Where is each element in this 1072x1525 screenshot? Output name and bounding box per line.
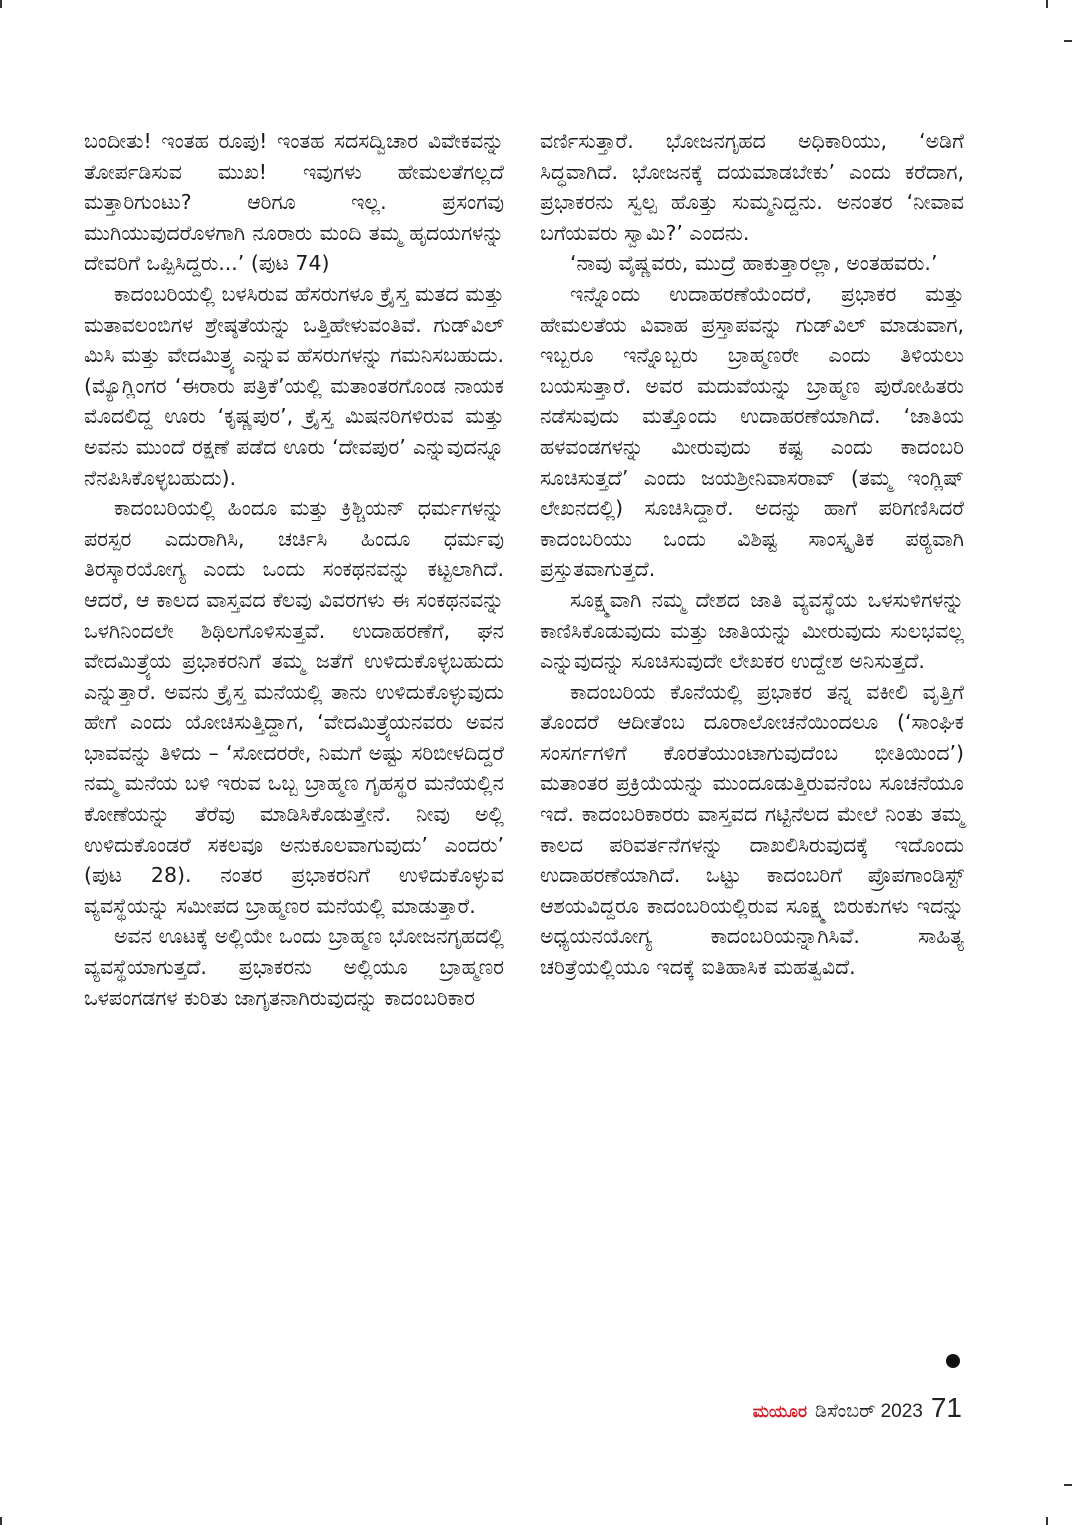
paragraph: ಕಾದಂಬರಿಯ ಕೊನೆಯಲ್ಲಿ ಪ್ರಭಾಕರ ತನ್ನ ವಕೀಲಿ ವೃತ್ತಿಗೆ ತೊಂದರೆ ಆದೀತೆಂಬ ದೂರಾಲೋಚನೆಯಿಂದಲೂ (‘ಸಾಂಘಿಕ ಸಂಸರ್ಗಗಳಿಗೆ ಕೊರತೆಯುಂಟಾಗುವುದೆಂಬ ಭೀತಿಯಿಂದ’) ಮತಾಂತರ ಪ್ರಕ್ರಿಯೆಯನ್ನು ಮುಂದೂಡುತ್ತಿರುವನೆಂಬ ಸೂಚನೆಯೂ ಇದೆ. ಕಾದಂಬರಿಕಾರರು ವಾಸ್ತವದ ಗಟ್ಟಿನೆಲದ ಮೇಲೆ ನಿಂತು ತಮ್ಮ ಕಾಲದ ಪರಿವರ್ತನೆಗಳನ್ನು ದಾಖಲಿಸಿರುವುದಕ್ಕೆ ಇದೊಂದು ಉದಾಹರಣೆಯಾಗಿದೆ. ಒಟ್ಟು ಕಾದಂಬರಿಗೆ ಪ್ರೊಪಗಾಂಡಿಸ್ಟ್ ಆಶಯವಿದ್ದರೂ ಕಾದಂಬರಿಯಲ್ಲಿರುವ ಸೂಕ್ಷ್ಮ ಬಿರುಕುಗಳು ಇದನ್ನು ಅಧ್ಯಯನಯೋಗ್ಯ ಕಾದಂಬರಿಯನ್ನಾಗಿಸಿವೆ. ಸಾಹಿತ್ಯ ಚರಿತ್ರೆಯಲ್ಲಿಯೂ ಇದಕ್ಕೆ ಐತಿಹಾಸಿಕ ಮಹತ್ವವಿದೆ.: [540, 679, 964, 980]
paragraph: ವರ್ಣಿಸುತ್ತಾರೆ. ಭೋಜನಗೃಹದ ಅಧಿಕಾರಿಯು, ‘ಅಡಿಗೆ ಸಿದ್ಧವಾಗಿದೆ. ಭೋಜನಕ್ಕೆ ದಯಮಾಡಬೇಕು’ ಎಂದು ಕರೆದಾಗ, ಪ್ರಭಾಕರನು ಸ್ವಲ್ಪ ಹೊತ್ತು ಸುಮ್ಮನಿದ್ದನು. ಅನಂತರ ‘ನೀವಾವ ಬಗೆಯವರು ಸ್ವಾಮಿ?’ ಎಂದನು.: [540, 129, 964, 245]
crop-mark-top-right: [1046, 0, 1048, 8]
paragraph: ಕಾದಂಬರಿಯಲ್ಲಿ ಹಿಂದೂ ಮತ್ತು ಕ್ರಿಶ್ಚಿಯನ್ ಧರ್ಮಗಳನ್ನು ಪರಸ್ಪರ ಎದುರಾಗಿಸಿ, ಚರ್ಚಿಸಿ ಹಿಂದೂ ಧರ್ಮವು ತಿರಸ್ಕಾರಯೋಗ್ಯ ಎಂದು ಒಂದು ಸಂಕಥನವನ್ನು ಕಟ್ಟಲಾಗಿದೆ. ಆದರೆ, ಆ ಕಾಲದ ವಾಸ್ತವದ ಕೆಲವು ವಿವರಗಳು ಈ ಸಂಕಥನವನ್ನು ಒಳಗಿನಿಂದಲೇ ಶಿಥಿಲಗೊಳಿಸುತ್ತವೆ. ಉದಾಹರಣೆಗೆ, ಘನ ವೇದಮಿತ್ರ್ಯೆಯ ಪ್ರಭಾಕರನಿಗೆ ತಮ್ಮ ಜತೆಗೆ ಉಳಿದುಕೊಳ್ಳಬಹುದು ಎನ್ನುತ್ತಾರೆ. ಅವನು ಕ್ರೈಸ್ತ ಮನೆಯಲ್ಲಿ ತಾನು ಉಳಿದುಕೊಳ್ಳುವುದು ಹೇಗೆ ಎಂದು ಯೋಚಿಸುತ್ತಿದ್ದಾಗ, ‘ವೇದಮಿತ್ರ್ಯೆಯನವರು ಅವನ ಭಾವವನ್ನು ತಿಳಿದು – ‘ಸೋದರರೇ, ನಿಮಗೆ ಅಷ್ಟು ಸರಿಬೀಳದಿದ್ದರೆ ನಮ್ಮ ಮನೆಯ ಬಳಿ ಇರುವ ಒಬ್ಬ ಬ್ರಾಹ್ಮಣ ಗೃಹಸ್ಥರ ಮನೆಯಲ್ಲಿನ ಕೋಣೆಯನ್ನು ತೆರೆವು ಮಾಡಿಸಿಕೊಡುತ್ತೇನೆ. ನೀವು ಅಲ್ಲಿ ಉಳಿದುಕೊಂಡರೆ ಸಕಲವೂ ಅನುಕೂಲವಾಗುವುದು’ ಎಂದರು’ (ಪುಟ 28). ನಂತರ ಪ್ರಭಾಕರನಿಗೆ ಉಳಿದುಕೊಳ್ಳುವ ವ್ಯವಸ್ಥೆಯನ್ನು ಸಮೀಪದ ಬ್ರಾಹ್ಮಣರ ಮನೆಯಲ್ಲಿ ಮಾಡುತ್ತಾರೆ.: [84, 496, 504, 918]
left-column: [84, 126, 504, 1013]
article-end-bullet-icon: [946, 1354, 960, 1368]
paragraph: ಸೂಕ್ಷ್ಮವಾಗಿ ನಮ್ಮ ದೇಶದ ಜಾತಿ ವ್ಯವಸ್ಥೆಯ ಒಳಸುಳಿಗಳನ್ನು ಕಾಣಿಸಿಕೊಡುವುದು ಮತ್ತು ಜಾತಿಯನ್ನು ಮೀರುವುದು ಸುಲಭವಲ್ಲ ಎನ್ನುವುದನ್ನು ಸೂಚಿಸುವುದೇ ಲೇಖಕರ ಉದ್ದೇಶ ಅನಿಸುತ್ತದೆ.: [540, 587, 964, 674]
crop-mark-right-upper: [1064, 40, 1072, 42]
crop-mark-bottom-left: [0, 1517, 2, 1525]
crop-mark-right-lower: [1064, 1484, 1072, 1486]
page-footer: [753, 1392, 962, 1424]
paragraph: ಇನ್ನೊಂದು ಉದಾಹರಣೆಯೆಂದರೆ, ಪ್ರಭಾಕರ ಮತ್ತು ಹೇಮಲತೆಯ ವಿವಾಹ ಪ್ರಸ್ತಾಪವನ್ನು ಗುಡ್‌ವಿಲ್ ಮಾಡುವಾಗ, ಇಬ್ಬರೂ ಇನ್ನೊಬ್ಬರು ಬ್ರಾಹ್ಮಣರೇ ಎಂದು ತಿಳಿಯಲು ಬಯಸುತ್ತಾರೆ. ಅವರ ಮದುವೆಯನ್ನು ಬ್ರಾಹ್ಮಣ ಪುರೋಹಿತರು ನಡೆಸುವುದು ಮತ್ತೊಂದು ಉದಾಹರಣೆಯಾಗಿದೆ. ‘ಜಾತಿಯ ಹಳವಂಡಗಳನ್ನು ಮೀರುವುದು ಕಷ್ಟ ಎಂದು ಕಾದಂಬರಿ ಸೂಚಿಸುತ್ತದೆ’ ಎಂದು ಜಯಶ್ರೀನಿವಾಸರಾವ್ (ತಮ್ಮ ಇಂಗ್ಲಿಷ್ ಲೇಖನದಲ್ಲಿ) ಸೂಚಿಸಿದ್ದಾರೆ. ಅದನ್ನು ಹಾಗೆ ಪರಿಗಣಿಸಿದರೆ ಕಾದಂಬರಿಯು ಒಂದು ವಿಶಿಷ್ಟ ಸಾಂಸ್ಕೃತಿಕ ಪಠ್ಯವಾಗಿ ಪ್ರಸ್ತುತವಾಗುತ್ತದೆ.: [540, 281, 964, 582]
paragraph: ‘ನಾವು ವೈಷ್ಣವರು, ಮುದ್ರೆ ಹಾಕುತ್ತಾರಲ್ಲಾ, ಅಂತಹವರು.’: [570, 251, 938, 276]
right-column: [540, 126, 964, 983]
paragraph: ಬಂದೀತು! ಇಂತಹ ರೂಪು! ಇಂತಹ ಸದಸದ್ವಿಚಾರ ವಿವೇಕವನ್ನು ತೋರ್ಪಡಿಸುವ ಮುಖ! ಇವುಗಳು ಹೇಮಲತೆಗಲ್ಲದೆ ಮತ್ತಾರಿಗುಂಟು? ಆರಿಗೂ ಇಲ್ಲ. ಪ್ರಸಂಗವು ಮುಗಿಯುವುದರೊಳಗಾಗಿ ನೂರಾರು ಮಂದಿ ತಮ್ಮ ಹೃದಯಗಳನ್ನು ದೇವರಿಗೆ ಒಪ್ಪಿಸಿದ್ದರು...’ (ಪುಟ 74): [84, 129, 504, 276]
paragraph: ಕಾದಂಬರಿಯಲ್ಲಿ ಬಳಸಿರುವ ಹೆಸರುಗಳೂ ಕ್ರೈಸ್ತ ಮತದ ಮತ್ತು ಮತಾವಲಂಬಿಗಳ ಶ್ರೇಷ್ಠತೆಯನ್ನು ಒತ್ತಿಹೇಳುವಂತಿವೆ. ಗುಡ್‌ವಿಲ್ ಮಿಸಿ ಮತ್ತು ವೇದಮಿತ್ರ್ಯ ಎನ್ನುವ ಹೆಸರುಗಳನ್ನು ಗಮನಿಸಬಹುದು. (ಮ್ಯೊಗ್ಲಿಂಗರ ‘ಈರಾರು ಪತ್ರಿಕೆ’ಯಲ್ಲಿ ಮತಾಂತರಗೊಂಡ ನಾಯಕ ಮೊದಲಿದ್ದ ಊರು ‘ಕೃಷ್ಣಪುರ’, ಕ್ರೈಸ್ತ ಮಿಷನರಿಗಳಿರುವ ಮತ್ತು ಅವನು ಮುಂದೆ ರಕ್ಷಣೆ ಪಡೆದ ಊರು ‘ದೇವಪುರ’ ಎನ್ನುವುದನ್ನೂ ನೆನಪಿಸಿಕೊಳ್ಳಬಹುದು).: [84, 281, 504, 490]
crop-mark-bottom-right: [1046, 1517, 1048, 1525]
crop-mark-top-left: [0, 0, 2, 8]
paragraph: ಅವನ ಊಟಕ್ಕೆ ಅಲ್ಲಿಯೇ ಒಂದು ಬ್ರಾಹ್ಮಣ ಭೋಜನಗೃಹದಲ್ಲಿ ವ್ಯವಸ್ಥೆಯಾಗುತ್ತದೆ. ಪ್ರಭಾಕರನು ಅಲ್ಲಿಯೂ ಬ್ರಾಹ್ಮಣರ ಒಳಪಂಗಡಗಳ ಕುರಿತು ಜಾಗೃತನಾಗಿರುವುದನ್ನು ಕಾದಂಬರಿಕಾರ: [84, 924, 504, 1010]
magazine-logo: ಮಯೂರ: [752, 1402, 807, 1421]
page-number: 71: [930, 1392, 962, 1423]
issue-date: ಡಿಸೆಂಬರ್ 2023: [814, 1401, 923, 1422]
